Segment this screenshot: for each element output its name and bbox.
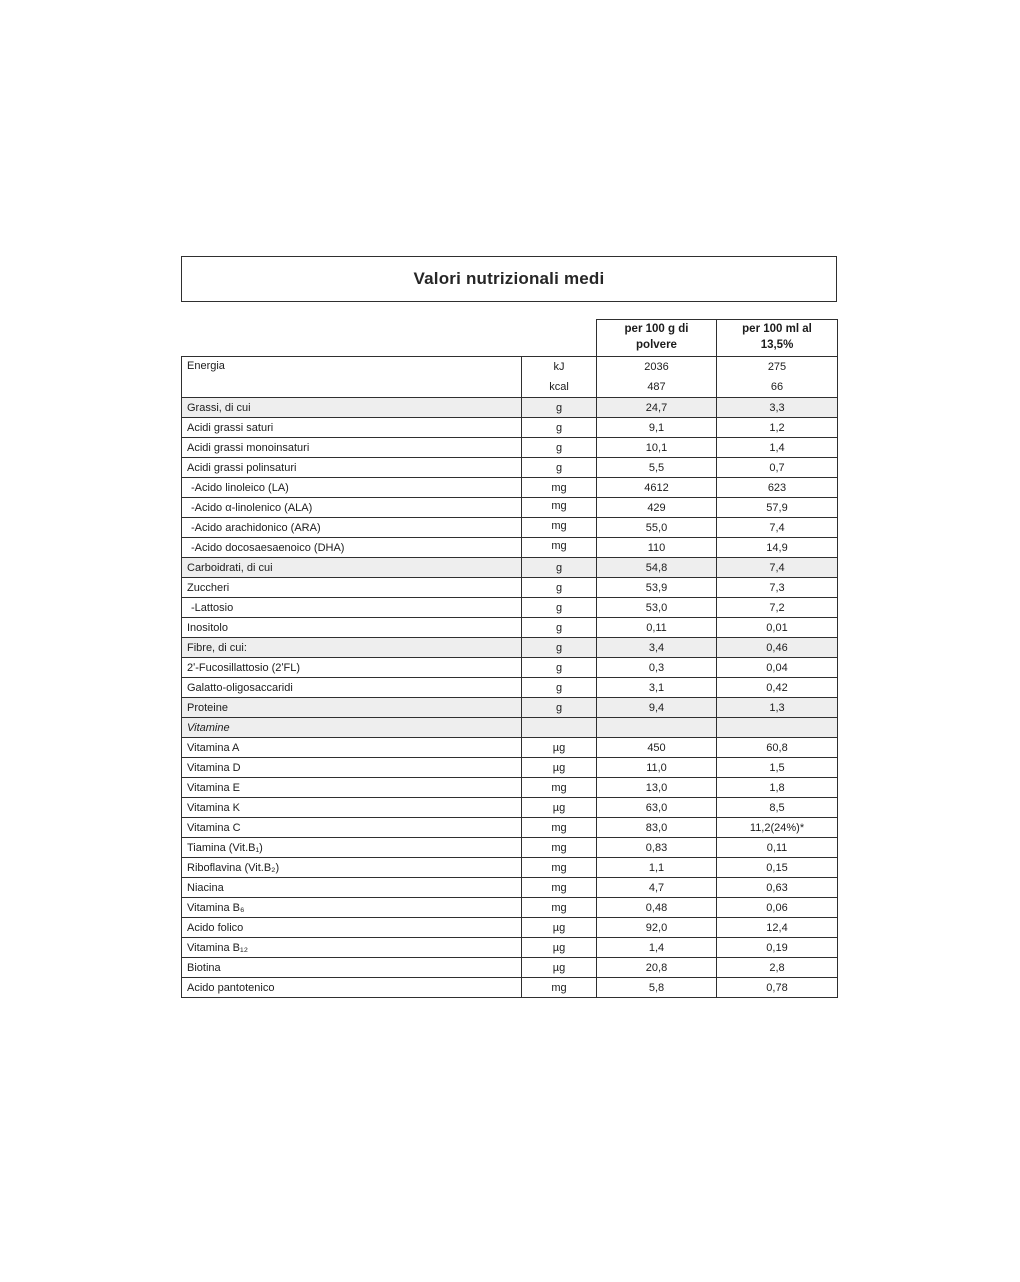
nutrient-label: -Acido α-linolenico (ALA) (182, 498, 522, 518)
unit-cell: g (522, 698, 597, 718)
table-row (182, 878, 838, 898)
value-per-100ml: 0,15 (717, 858, 838, 878)
unit-cell: µg (522, 918, 597, 938)
nutrient-label: Vitamine (182, 718, 522, 738)
value-per-100ml: 1,5 (717, 758, 838, 778)
unit-cell: g (522, 598, 597, 618)
nutrient-label: Zuccheri (182, 578, 522, 598)
value-per-100ml: 1,8 (717, 778, 838, 798)
table-row (182, 738, 838, 758)
unit-cell (522, 718, 597, 738)
value-per-100g: 1,4 (597, 938, 717, 958)
nutrient-label: Biotina (182, 958, 522, 978)
table-row (182, 938, 838, 958)
value-per-100g: 53,9 (597, 578, 717, 598)
unit-cell: mg (522, 858, 597, 878)
value-per-100g: 9,1 (597, 418, 717, 438)
table-row (182, 658, 838, 678)
unit-cell: mg (522, 978, 597, 998)
unit-cell: g (522, 638, 597, 658)
header-row (182, 320, 838, 357)
value-per-100g: 110 (597, 538, 717, 558)
nutrient-label: Vitamina A (182, 738, 522, 758)
table-row (182, 538, 838, 558)
value-per-100g: 4,7 (597, 878, 717, 898)
nutrition-table (181, 319, 838, 998)
table-row (182, 798, 838, 818)
value-per-100ml: 0,04 (717, 658, 838, 678)
unit-cell: mg (522, 838, 597, 858)
table-row (182, 918, 838, 938)
unit-cell: mg (522, 878, 597, 898)
value-per-100ml: 0,19 (717, 938, 838, 958)
unit-cell: g (522, 458, 597, 478)
table-row (182, 698, 838, 718)
table-row (182, 558, 838, 578)
value-per-100g: 0,3 (597, 658, 717, 678)
table-row (182, 858, 838, 878)
table-row (182, 438, 838, 458)
spacer (181, 302, 837, 319)
table-row (182, 718, 838, 738)
value-per-100ml: 11,2(24%)* (717, 818, 838, 838)
value-per-100g: 0,48 (597, 898, 717, 918)
value-per-100ml: 1,4 (717, 438, 838, 458)
unit-cell: g (522, 558, 597, 578)
table-row (182, 638, 838, 658)
unit-cell: mg (522, 498, 597, 518)
nutrient-label: Acidi grassi polinsaturi (182, 458, 522, 478)
table-row (182, 398, 838, 418)
table-row (182, 958, 838, 978)
table-row (182, 818, 838, 838)
value-per-100ml: 8,5 (717, 798, 838, 818)
nutrient-label: Vitamina E (182, 778, 522, 798)
value-per-100g: 63,0 (597, 798, 717, 818)
value-per-100ml: 60,8 (717, 738, 838, 758)
table-row (182, 578, 838, 598)
table-row (182, 357, 838, 398)
nutrient-label: 2ʹ-Fucosillattosio (2ʹFL) (182, 658, 522, 678)
value-per-100ml: 2,8 (717, 958, 838, 978)
nutrient-label: -Lattosio (182, 598, 522, 618)
energy-line: 66 (770, 381, 784, 393)
value-per-100g: 5,8 (597, 978, 717, 998)
value-per-100g: 3,1 (597, 678, 717, 698)
unit-cell: mg (522, 898, 597, 918)
value-per-100ml: 0,01 (717, 618, 838, 638)
value-per-100ml: 0,11 (717, 838, 838, 858)
value-per-100g: 3,4 (597, 638, 717, 658)
value-per-100ml: 7,3 (717, 578, 838, 598)
value-per-100ml: 0,7 (717, 458, 838, 478)
nutrient-label: Riboflavina (Vit.B₂) (182, 858, 522, 878)
value-per-100g: 13,0 (597, 778, 717, 798)
value-per-100g: 4612 (597, 478, 717, 498)
value-per-100ml: 12,4 (717, 918, 838, 938)
value-per-100ml: 0,06 (717, 898, 838, 918)
value-per-100ml: 1,2 (717, 418, 838, 438)
nutrient-label: Proteine (182, 698, 522, 718)
value-per-100g: 429 (597, 498, 717, 518)
table-row (182, 898, 838, 918)
nutrient-label: Vitamina C (182, 818, 522, 838)
nutrient-label: Grassi, di cui (182, 398, 522, 418)
value-per-100g: 83,0 (597, 818, 717, 838)
table-row (182, 598, 838, 618)
table-row (182, 418, 838, 438)
nutrient-label: Fibre, di cui: (182, 638, 522, 658)
value-per-100ml: 0,78 (717, 978, 838, 998)
energy-line: 275 (767, 361, 787, 373)
table-row (182, 778, 838, 798)
nutrient-label: Inositolo (182, 618, 522, 638)
table-row (182, 678, 838, 698)
unit-cell: µg (522, 738, 597, 758)
unit-cell: g (522, 578, 597, 598)
energy-line: kJ (553, 361, 565, 373)
nutrient-label: Energia (182, 357, 522, 398)
value-per-100g: 53,0 (597, 598, 717, 618)
nutrient-label: Tiamina (Vit.B₁) (182, 838, 522, 858)
nutrition-sheet (181, 256, 837, 998)
value-per-100ml: 14,9 (717, 538, 838, 558)
table-row (182, 498, 838, 518)
unit-cell: µg (522, 938, 597, 958)
unit-cell: µg (522, 798, 597, 818)
value-per-100g: 1,1 (597, 858, 717, 878)
header-spacer (182, 320, 597, 357)
value-per-100g (597, 357, 717, 398)
unit-cell: mg (522, 538, 597, 558)
value-per-100g: 5,5 (597, 458, 717, 478)
unit-cell: mg (522, 518, 597, 538)
nutrient-label: -Acido arachidonico (ARA) (182, 518, 522, 538)
unit-cell (522, 357, 597, 398)
value-per-100ml: 623 (717, 478, 838, 498)
table-row (182, 478, 838, 498)
nutrient-label: Acido folico (182, 918, 522, 938)
table-row (182, 978, 838, 998)
unit-cell: µg (522, 758, 597, 778)
value-per-100ml: 0,63 (717, 878, 838, 898)
nutrient-label: -Acido docosaesaenoico (DHA) (182, 538, 522, 558)
value-per-100g: 55,0 (597, 518, 717, 538)
value-per-100g: 24,7 (597, 398, 717, 418)
value-per-100g: 9,4 (597, 698, 717, 718)
nutrient-label: Vitamina D (182, 758, 522, 778)
table-row (182, 758, 838, 778)
value-per-100g: 20,8 (597, 958, 717, 978)
value-per-100g: 92,0 (597, 918, 717, 938)
table-body (182, 357, 838, 998)
value-per-100g: 0,11 (597, 618, 717, 638)
value-per-100g: 0,83 (597, 838, 717, 858)
unit-cell: g (522, 618, 597, 638)
table-row (182, 838, 838, 858)
unit-cell: g (522, 398, 597, 418)
table-row (182, 518, 838, 538)
value-per-100ml: 57,9 (717, 498, 838, 518)
nutrient-label: Vitamina B₆ (182, 898, 522, 918)
nutrient-label: Acidi grassi saturi (182, 418, 522, 438)
table-row (182, 458, 838, 478)
value-per-100g: 54,8 (597, 558, 717, 578)
value-per-100ml: 3,3 (717, 398, 838, 418)
table-row (182, 618, 838, 638)
page-title: Valori nutrizionali medi (413, 269, 605, 288)
nutrient-label: Acidi grassi monoinsaturi (182, 438, 522, 458)
column-header-per-100ml: per 100 ml al 13,5% (717, 320, 838, 357)
nutrient-label: Niacina (182, 878, 522, 898)
nutrient-label: Carboidrati, di cui (182, 558, 522, 578)
energy-line: 2036 (644, 361, 669, 373)
value-per-100ml: 7,4 (717, 558, 838, 578)
value-per-100ml: 7,4 (717, 518, 838, 538)
value-per-100ml: 0,46 (717, 638, 838, 658)
value-per-100g: 10,1 (597, 438, 717, 458)
unit-cell: g (522, 438, 597, 458)
unit-cell: mg (522, 778, 597, 798)
value-per-100g (597, 718, 717, 738)
nutrient-label: Vitamina B₁₂ (182, 938, 522, 958)
column-header-per-100g: per 100 g di polvere (597, 320, 717, 357)
value-per-100g: 11,0 (597, 758, 717, 778)
unit-cell: µg (522, 958, 597, 978)
nutrient-label: Vitamina K (182, 798, 522, 818)
unit-cell: g (522, 658, 597, 678)
title-box (181, 256, 837, 302)
nutrient-label: Galatto-oligosaccaridi (182, 678, 522, 698)
nutrient-label: -Acido linoleico (LA) (182, 478, 522, 498)
nutrient-label: Acido pantotenico (182, 978, 522, 998)
value-per-100ml (717, 357, 838, 398)
unit-cell: g (522, 678, 597, 698)
energy-line: 487 (647, 381, 666, 393)
energy-line: kcal (549, 381, 569, 393)
value-per-100g: 450 (597, 738, 717, 758)
value-per-100ml: 1,3 (717, 698, 838, 718)
value-per-100ml: 7,2 (717, 598, 838, 618)
unit-cell: g (522, 418, 597, 438)
value-per-100ml: 0,42 (717, 678, 838, 698)
unit-cell: mg (522, 478, 597, 498)
value-per-100ml (717, 718, 838, 738)
unit-cell: mg (522, 818, 597, 838)
